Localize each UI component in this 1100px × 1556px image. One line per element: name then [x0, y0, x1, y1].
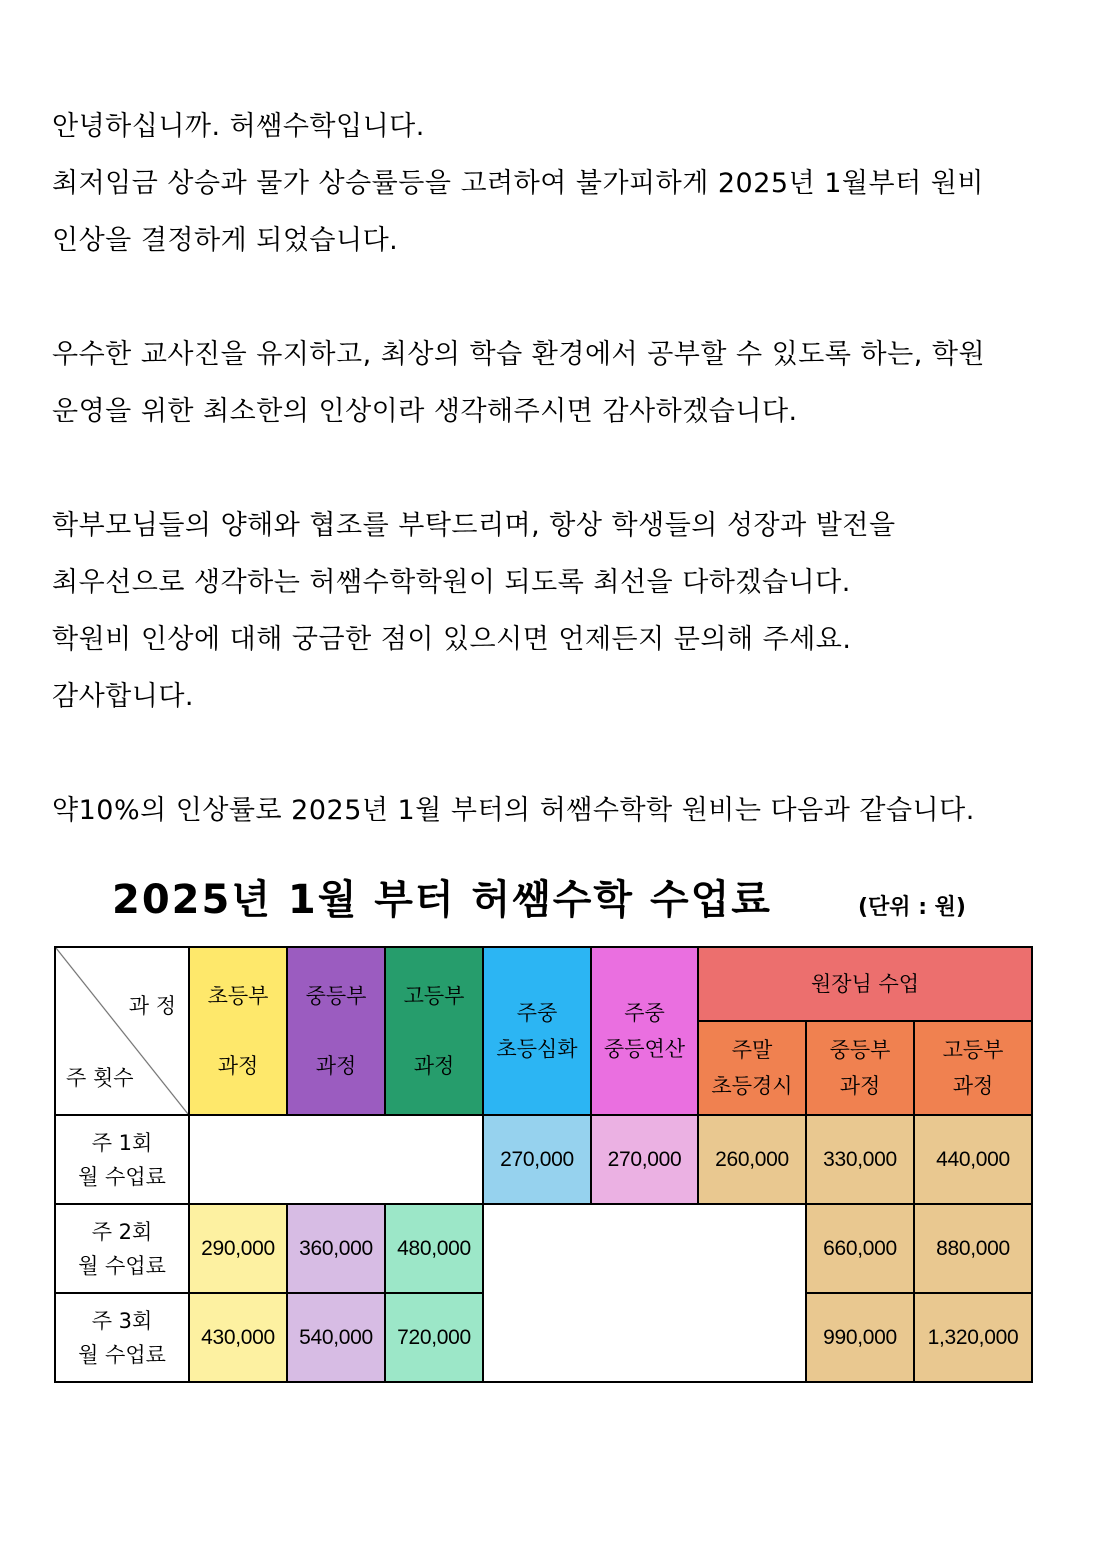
letter-line: 인상을 결정하게 되었습니다.: [52, 225, 399, 256]
letter-line: 학원비 인상에 대해 궁금한 점이 있으시면 언제든지 문의해 주세요.: [52, 624, 852, 655]
header-elementary: 초등부 과정: [189, 947, 287, 1115]
fee-cell: 270,000: [591, 1115, 698, 1204]
empty-cell: [189, 1115, 483, 1204]
fee-cell: 290,000: [189, 1204, 287, 1293]
header-high: 고등부 과정: [385, 947, 483, 1115]
fee-cell: 480,000: [385, 1204, 483, 1293]
fee-cell: 660,000: [806, 1204, 914, 1293]
fee-cell: 360,000: [287, 1204, 385, 1293]
header-middle: 중등부 과정: [287, 947, 385, 1115]
letter-line: 최저임금 상승과 물가 상승률등을 고려하여 불가피하게 2025년 1월부터 원비: [52, 168, 984, 199]
letter-line: 약10%의 인상률로 2025년 1월 부터의 허쌤수학학 원비는 다음과 같습니다.: [52, 795, 975, 826]
corner-frequency-label: 주 횟수: [66, 1066, 134, 1090]
corner-header: [55, 947, 189, 1115]
fee-cell: 880,000: [914, 1204, 1032, 1293]
fee-table-unit: (단위 : 원): [858, 895, 966, 920]
letter-line: 학부모님들의 양해와 협조를 부탁드리며, 항상 학생들의 성장과 발전을: [52, 510, 896, 541]
fee-cell: 720,000: [385, 1293, 483, 1382]
notice-letter: [52, 98, 1052, 839]
header-weekday-elementary-advanced: 주중 초등심화: [483, 947, 591, 1115]
letter-line: 운영을 위한 최소한의 인상이라 생각해주시면 감사하겠습니다.: [52, 396, 798, 427]
table-row: [55, 1115, 1032, 1204]
fee-table-title: 2025년 1월 부터 허쌤수학 수업료: [112, 877, 772, 923]
fee-cell: 270,000: [483, 1115, 591, 1204]
letter-line: 안녕하십니까. 허쌤수학입니다.: [52, 111, 425, 142]
row-label: 주 3회 월 수업료: [55, 1293, 189, 1382]
header-director-middle: 중등부 과정: [806, 1021, 914, 1115]
fee-cell: 260,000: [698, 1115, 806, 1204]
empty-cell: [483, 1204, 806, 1382]
letter-line: 최우선으로 생각하는 허쌤수학학원이 되도록 최선을 다하겠습니다.: [52, 567, 851, 598]
fee-cell: 430,000: [189, 1293, 287, 1382]
header-weekend-elementary-contest: 주말 초등경시: [698, 1021, 806, 1115]
fee-cell: 540,000: [287, 1293, 385, 1382]
header-director-class: 원장님 수업: [698, 947, 1032, 1021]
fee-table: [54, 946, 1033, 1383]
letter-line: 우수한 교사진을 유지하고, 최상의 학습 환경에서 공부할 수 있도록 하는, 학원: [52, 339, 986, 370]
corner-course-label: 과 정: [128, 994, 176, 1018]
row-label: 주 2회 월 수업료: [55, 1204, 189, 1293]
fee-cell: 1,320,000: [914, 1293, 1032, 1382]
header-director-high: 고등부 과정: [914, 1021, 1032, 1115]
fee-cell: 440,000: [914, 1115, 1032, 1204]
header-weekday-middle-calc: 주중 중등연산: [591, 947, 698, 1115]
row-label: 주 1회 월 수업료: [55, 1115, 189, 1204]
fee-cell: 990,000: [806, 1293, 914, 1382]
table-row: [55, 1204, 1032, 1293]
letter-line: 감사합니다.: [52, 681, 194, 712]
fee-cell: 330,000: [806, 1115, 914, 1204]
